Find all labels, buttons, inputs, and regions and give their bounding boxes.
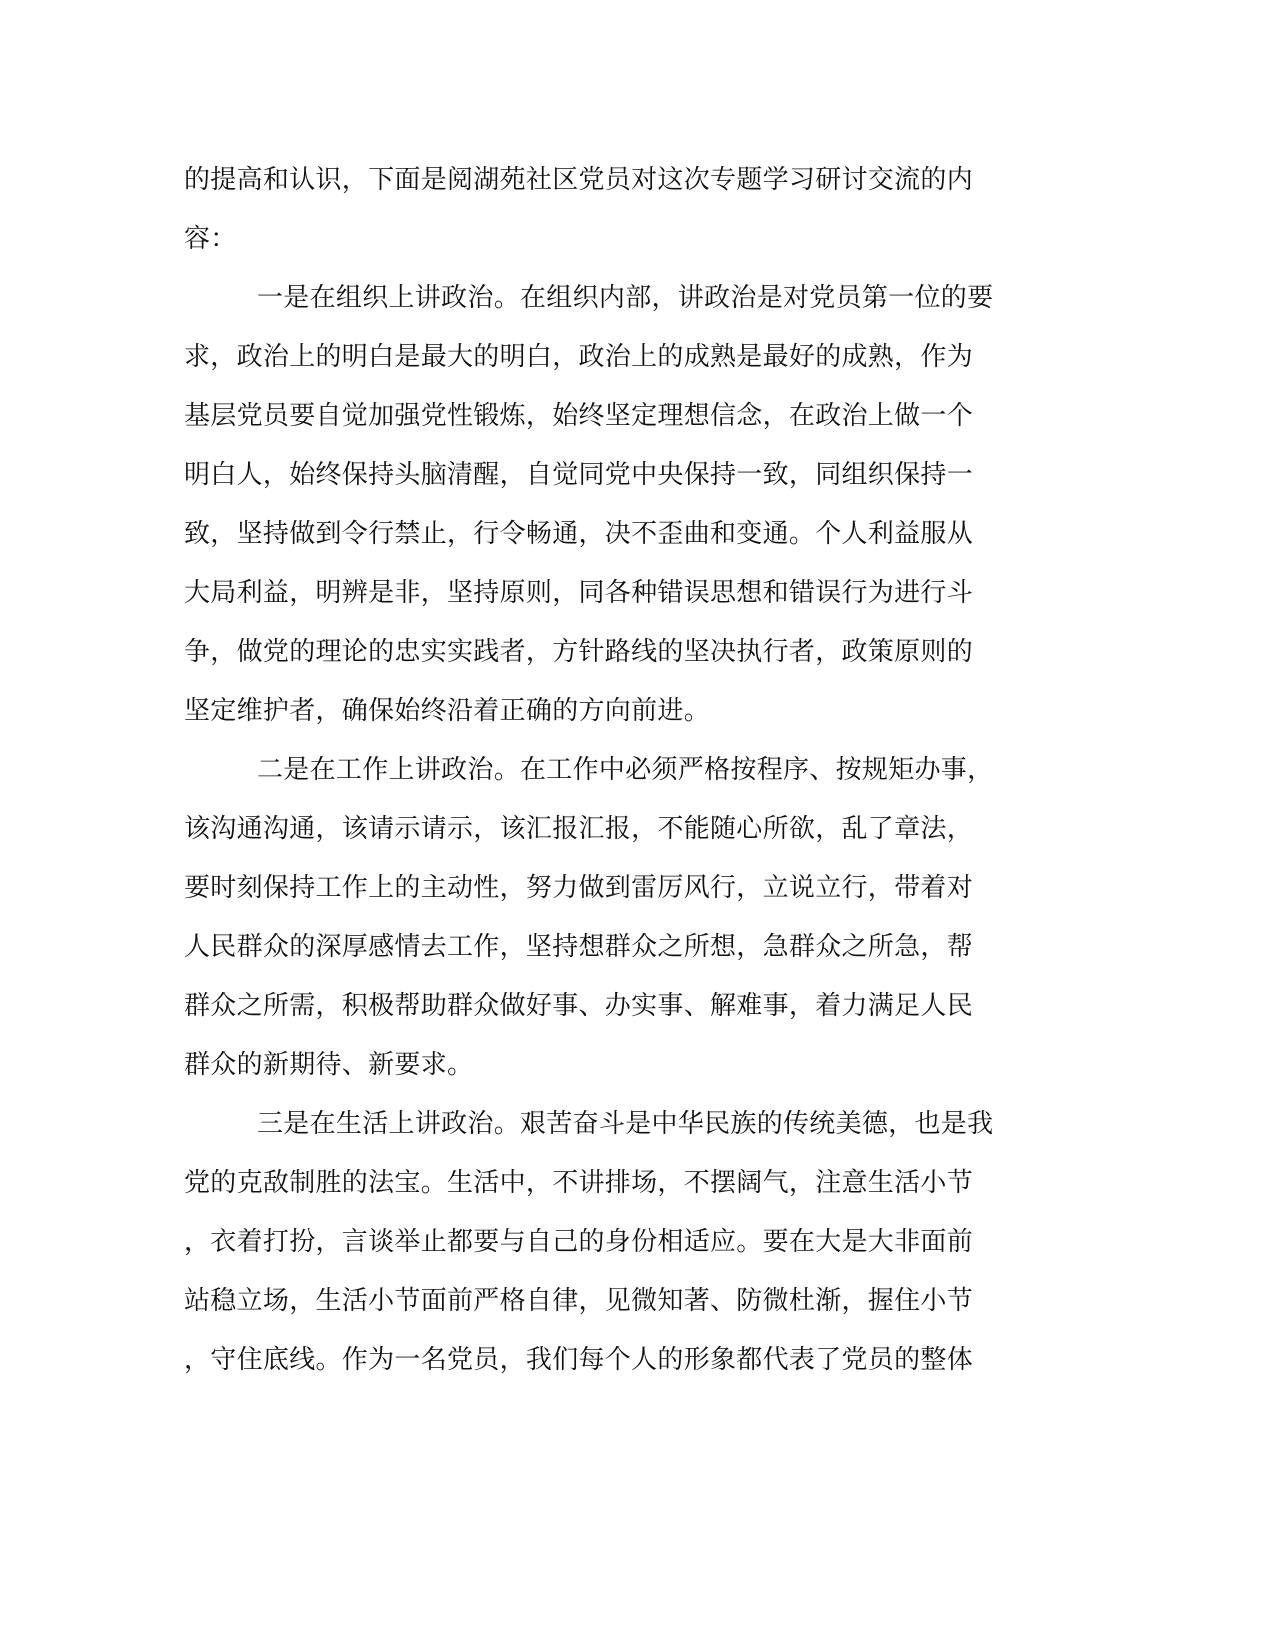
text-line: 群众之所需，积极帮助群众做好事、办实事、解难事，着力满足人民 — [184, 991, 974, 1021]
paragraph-3-first-line: 三是在生活上讲政治。艰苦奋斗是中华民族的传统美德，也是我 — [257, 1109, 994, 1139]
text-line: ，衣着打扮，言谈举止都要与自己的身份相适应。要在大是大非面前 — [184, 1227, 974, 1257]
text-line: ，守住底线。作为一名党员，我们每个人的形象都代表了党员的整体 — [184, 1345, 974, 1375]
text-line: 容： — [184, 224, 237, 254]
text-line: 该沟通沟通，该请示请示，该汇报汇报，不能随心所欲，乱了章法， — [184, 814, 974, 844]
text-line: 要时刻保持工作上的主动性，努力做到雷厉风行，立说立行，带着对 — [184, 873, 974, 903]
text-line: 求，政治上的明白是最大的明白，政治上的成熟是最好的成熟，作为 — [184, 342, 974, 372]
text-line: 人民群众的深厚感情去工作，坚持想群众之所想，急群众之所急，帮 — [184, 932, 974, 962]
text-line: 的提高和认识，下面是阅湖苑社区党员对这次专题学习研讨交流的内 — [184, 165, 974, 195]
text-line: 坚定维护者，确保始终沿着正确的方向前进。 — [184, 696, 711, 726]
text-line: 站稳立场，生活小节面前严格自律，见微知著、防微杜渐，握住小节 — [184, 1286, 974, 1316]
text-line: 大局利益，明辨是非，坚持原则，同各种错误思想和错误行为进行斗 — [184, 578, 974, 608]
text-line: 明白人，始终保持头脑清醒，自觉同党中央保持一致，同组织保持一 — [184, 460, 974, 490]
text-line: 致，坚持做到令行禁止，行令畅通，决不歪曲和变通。个人利益服从 — [184, 519, 974, 549]
text-line: 争，做党的理论的忠实实践者，方针路线的坚决执行者，政策原则的 — [184, 637, 974, 667]
text-line: 基层党员要自觉加强党性锻炼，始终坚定理想信念，在政治上做一个 — [184, 401, 974, 431]
paragraph-2-first-line: 二是在工作上讲政治。在工作中必须严格按程序、按规矩办事， — [257, 755, 994, 785]
text-line: 党的克敌制胜的法宝。生活中，不讲排场，不摆阔气，注意生活小节 — [184, 1168, 974, 1198]
text-line: 群众的新期待、新要求。 — [184, 1050, 474, 1080]
paragraph-1-first-line: 一是在组织上讲政治。在组织内部，讲政治是对党员第一位的要 — [257, 283, 994, 313]
